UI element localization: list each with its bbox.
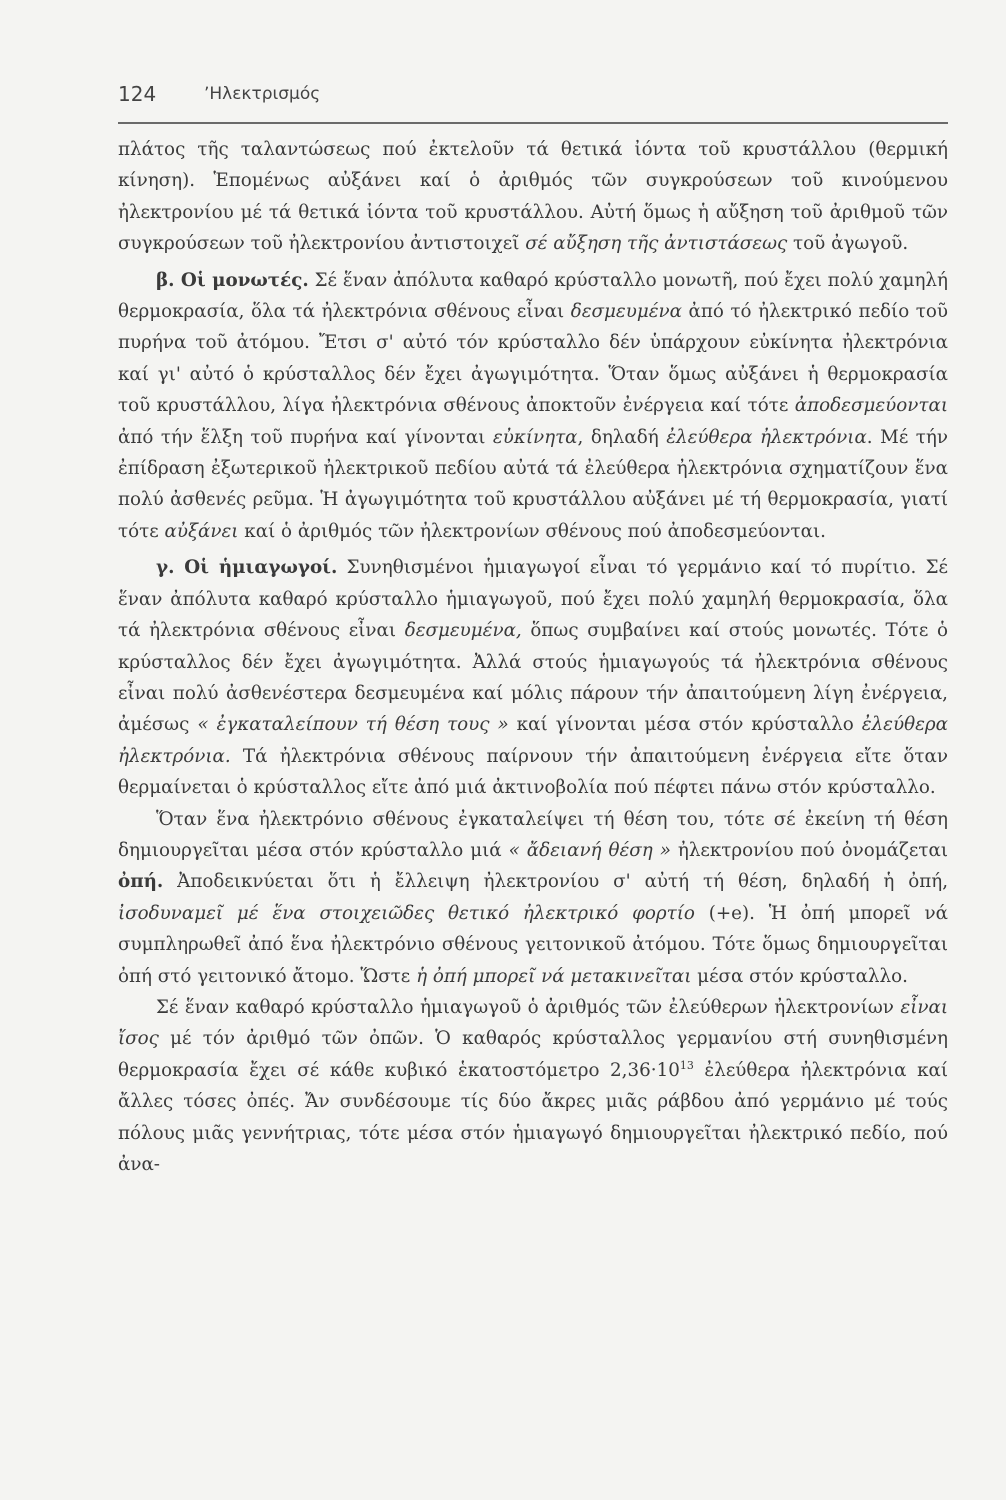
text-run: ὅπως συμβαίνει καί στούς μονωτές. Τότε ὁ κρύσταλλος δέν ἔχει ἀγωγιμότητα. Ἀλλά στούς ἡμιαγωγούς τά ἠλεκτρόνια σθένους εἶναι πολύ ἀσθενέστερα δεσμευμένα καί μόλις πάρουν τήν ἀπαιτούμενη λίγη ἐνέργεια, ἀμέσως	[118, 620, 949, 736]
text-run: . Μέ τήν ἐπίδραση ἐξωτερικοῦ ἠλεκτρικοῦ πεδίου αὐτά τά ἐλεύθερα ἠλεκτρόνια σχηματίζουν ἕνα πολύ ἀσθενές ρεῦμα. Ἡ ἀγωγιμότητα τοῦ κρυστάλλου αὐξάνει μέ τή θερμοκρασία, γιατί τότε	[118, 426, 948, 542]
paragraph-semiconductors	[118, 552, 948, 803]
exponent: 13	[679, 1058, 694, 1072]
text-run: ἀπό τό ἠλεκτρικό πεδίο τοῦ πυρήνα τοῦ ἀτόμου. Ἔτσι σ' αὐτό τόν κρύσταλλο δέν ὑπάρχουν εὐκίνητα ἠλεκτρόνια καί γι' αὐτό ὁ κρύσταλλος δέν ἔχει ἀγωγιμότητα. Ὅταν ὅμως αὐξάνει ἡ θερμοκρασία τοῦ κρυστάλλου, λίγα ἠλεκτρόνια σθένους ἀποκτοῦν ἐνέργεια καί τότε	[118, 301, 948, 417]
text-run: ἐλεύθερα ἠλεκτρόνια καί ἄλλες τόσες ὀπές. Ἄν συνδέσουμε τίς δύο ἄκρες μιᾶς ράβδου ἀπό γερμάνιο μέ τούς πόλους μιᾶς γεννήτριας, τότε μέσα στόν ἡμιαγωγό δημιουργεῖται ἠλεκτρικό πεδίο, πού ἀνα-	[118, 1059, 949, 1175]
emphasis: ἀποδεσμεύονται	[794, 395, 948, 417]
header-rule	[118, 122, 948, 124]
text-run: Συνηθισμένοι ἡμιαγωγοί εἶναι τό γερμάνιο καί τό πυρίτιο. Σέ ἕναν ἀπόλυτα καθαρό κρύσταλλο ἡμιαγωγοῦ, πού ἔχει πολύ χαμηλή θερμοκρασία, ὅλα τά ἠλεκτρόνια σθένους εἶναι	[118, 557, 948, 642]
text-run: καί γίνονται μέσα στόν κρύσταλλο	[508, 714, 862, 736]
page-number: 124	[118, 82, 157, 106]
text-run: Τά ἠλεκτρόνια σθένους παίρνουν τήν ἀπαιτούμενη ἐνέργεια εἴτε ὅταν θερμαίνεται ὁ κρύσταλλος εἴτε ἀπό μιά ἀκτινοβολία πού πέφτει πάνω στόν κρύσταλλο.	[118, 745, 948, 799]
text-run: (+e). Ἡ ὀπή μπορεῖ νά συμπληρωθεῖ ἀπό ἕνα ἠλεκτρόνιο σθένους γειτονικοῦ ἀτόμου. Τότε ὅμως δημιουργεῖται ὀπή στό γειτονικό ἄτομο. Ὥστε	[118, 902, 948, 987]
emphasis: « ἄδειανή θέση »	[508, 839, 671, 861]
text-run: Σέ ἕναν καθαρό κρύσταλλο ἡμιαγωγοῦ ὁ ἀριθμός τῶν ἐλεύθερων ἠλεκτρονίων	[156, 996, 901, 1018]
emphasis: ἰσοδυναμεῖ μέ ἕνα στοιχειῶδες θετικό ἠλεκτρικό φορτίο	[118, 902, 695, 924]
text-run: πλάτος τῆς ταλαντώσεως πού ἐκτελοῦν τά θετικά ἰόντα τοῦ κρυστάλλου (θερμική κίνηση). Ἑπομένως αὐξάνει καί ὁ ἀριθμός τῶν συγκρούσεων τοῦ κινούμενου ἠλεκτρονίου μέ τά θετικά ἰόντα τοῦ κρυστάλλου. Αὐτή ὅμως ἡ αὔξηση τοῦ ἀριθμοῦ τῶν συγκρούσεων τοῦ ἠλεκτρονίου ἀντιστοιχεῖ	[118, 139, 948, 255]
text-run: Ἀποδεικνύεται ὅτι ἡ ἔλλειψη ἠλεκτρονίου σ' αὐτή τή θέση, δηλαδή ἡ ὀπή,	[163, 871, 948, 893]
emphasis: δεσμευμένα,	[404, 620, 522, 642]
emphasis: « ἐγκαταλείπουν τή θέση τους »	[197, 714, 509, 736]
emphasis: αὐξάνει	[164, 520, 239, 542]
text-run: μέ τόν ἀριθμό τῶν ὀπῶν. Ὁ καθαρός κρύσταλλος γερμανίου στή συνηθισμένη θερμοκρασία ἔχει σέ κάθε κυβικό ἑκατοστόμετρο 2,36·10	[118, 1028, 948, 1081]
page-header	[118, 78, 948, 110]
paragraph-insulators	[118, 265, 948, 548]
text-run: Σέ ἕναν ἀπόλυτα καθαρό κρύσταλλο μονωτῆ, πού ἔχει πολύ χαμηλή θερμοκρασία, ὅλα τά ἠλεκτρόνια σθένους εἶναι	[118, 269, 948, 323]
emphasis: εἶναι ἴσος	[118, 996, 948, 1050]
text-run: μέσα στόν κρύσταλλο.	[691, 965, 908, 987]
emphasis: ἐλεύθερα ἠλεκτρόνια.	[118, 714, 948, 767]
emphasis: εὐκίνητα	[492, 426, 578, 448]
text-run: ἠλεκτρονίου πού ὀνομάζεται	[670, 839, 948, 861]
paragraph-germanium	[118, 992, 948, 1180]
section-heading-insulators: β. Οἱ μονωτές.	[156, 269, 309, 291]
text-run: , δηλαδή	[577, 426, 667, 448]
text-run: Ὅταν ἕνα ἠλεκτρόνιο σθένους ἐγκαταλείψει τή θέση του, τότε σέ ἐκείνη τή θέση δημιουργεῖται μέσα στόν κρύσταλλο μιά	[118, 808, 948, 861]
emphasis: σέ αὔξηση τῆς ἀντιστάσεως	[525, 233, 788, 255]
body-text	[118, 134, 948, 1180]
paragraph-holes	[118, 804, 948, 992]
text-run: καί ὁ ἀριθμός τῶν ἠλεκτρονίων σθένους πού ἀποδεσμεύονται.	[238, 520, 826, 542]
emphasis: ἡ ὀπή μπορεῖ νά μετακινεῖται	[416, 965, 692, 987]
term-hole: ὀπή.	[118, 871, 164, 893]
section-heading-semiconductors: γ. Οἱ ἡμιαγωγοί.	[156, 557, 338, 579]
text-run: ἀπό τήν ἕλξη τοῦ πυρήνα καί γίνονται	[118, 426, 493, 448]
running-title: ʼΗλεκτρισμός	[204, 84, 321, 104]
emphasis: ἐλεύθερα ἠλεκτρόνια	[666, 426, 867, 448]
paragraph-thermal-motion	[118, 134, 948, 260]
text-run: τοῦ ἀγωγοῦ.	[787, 233, 909, 255]
emphasis: δεσμευμένα	[570, 301, 682, 323]
